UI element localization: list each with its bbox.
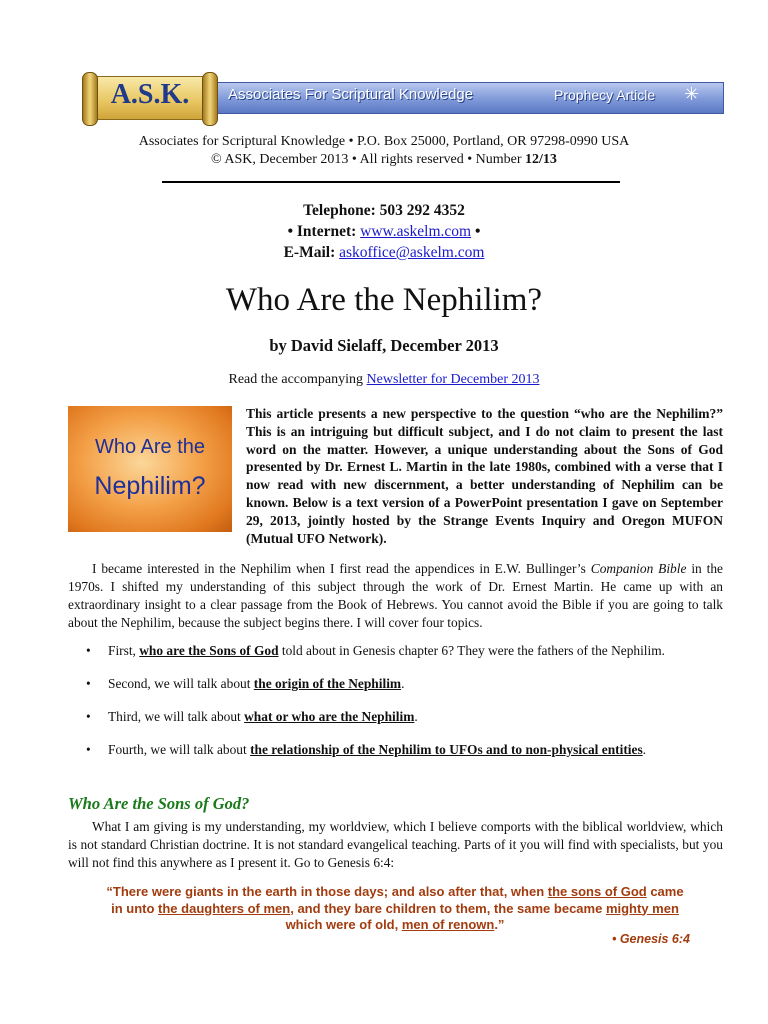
internet-label: • Internet: [287, 223, 361, 240]
list-item [86, 708, 723, 726]
email-line [0, 242, 768, 263]
topic-post: . [642, 742, 647, 757]
thumbnail-line-1: Who Are the [94, 436, 206, 458]
byline: by David Sielaff, December 2013 [269, 336, 499, 355]
quote-underline: men of renown [401, 917, 495, 932]
quote-underline: the sons of God [547, 884, 647, 899]
topic-em: the origin of the Nephilim [253, 676, 402, 691]
scripture-quote [100, 884, 690, 934]
bullet-icon: • [86, 709, 91, 724]
address-line: Associates for Scriptural Knowledge • P.O. Box 25000, Portland, OR 97298-0990 USA [138, 134, 630, 149]
list-item [86, 642, 723, 660]
thumbnail-line-2: Nephilim? [94, 472, 206, 500]
quote-part: “There were giants in the earth in those days; and also after that, when [106, 884, 548, 899]
quote-underline: the daughters of men [158, 900, 291, 916]
topic-pre: Fourth, we will talk about [108, 742, 251, 757]
quote-part: .” [494, 917, 505, 932]
article-title: Who Are the Nephilim? [225, 282, 543, 318]
body-paragraph-2 [68, 818, 723, 872]
quote-part: came in unto [111, 884, 684, 916]
internet-line [0, 221, 768, 242]
copyright-text: © ASK, December 2013 • All rights reserved • Number [211, 152, 526, 167]
ask-banner [68, 70, 726, 122]
topic-em: who are the Sons of God [139, 643, 279, 658]
internet-suffix: • [471, 223, 481, 240]
quote-part: , and they bare children to them, the same became [290, 900, 606, 916]
p2-text: What I am giving is my understanding, my worldview, which I believe comports with the biblical worldview, which is not standard Christian doctrine. It is not standard evangelical teaching. Parts of it you will find with specialists, but you will not find this anywhere as I present it. Go to Genesis 6:4: [68, 819, 723, 870]
topic-em: what or who are the Nephilim [244, 709, 415, 724]
logo-text: A.S.K. [110, 79, 190, 110]
section-heading: Who Are the Sons of God? [68, 794, 250, 813]
website-link[interactable]: www.askelm.com [360, 223, 472, 240]
newsletter-link[interactable]: Newsletter for December 2013 [366, 372, 540, 387]
p1-book-title: Companion Bible [590, 561, 687, 576]
body-paragraph-1 [68, 560, 723, 632]
newsletter-prefix: Read the accompanying [228, 372, 367, 387]
header-divider [162, 181, 620, 183]
bullet-icon: • [86, 676, 91, 691]
bullet-icon: • [86, 643, 91, 658]
banner-title: Associates For Scriptural Knowledge [228, 86, 474, 103]
topic-post: . [401, 676, 405, 691]
address-block [0, 133, 768, 169]
p1-text-b: in the 1970s. I shifted my understanding of this subject through the work of Dr. Ernest Martin. He came up with an extraordinary insight to a clear passage from the Book of Hebrews. You cannot avoid the Bible if you are going to talk about the Nephilim, because the subject begins there. I will cover four topics. [68, 561, 723, 630]
copyright-line [0, 151, 768, 169]
list-item [86, 675, 723, 693]
topic-pre: Third, we will talk about [108, 709, 245, 724]
bullet-icon: • [86, 742, 91, 757]
quote-reference: • Genesis 6:4 [611, 932, 690, 946]
topic-pre: First, [108, 643, 140, 658]
telephone: Telephone: 503 292 4352 [303, 202, 465, 219]
intro-paragraph: This article presents a new perspective to the question “who are the Nephilim?” This is an intriguing but difficult subject, and I do not claim to present the last word on the matter. However, a unique understanding about the Sons of God presented by Dr. Ernest L. Martin in the late 1980s, combined with a verse that I now read with new discernment, a better understanding of Nephilim can be known. Below is a text version of a PowerPoint presentation I gave on September 29, 2013, jointly hosted by the Strange Events Inquiry and Oregon MUFON (Mutual UFO Network). [246, 406, 723, 546]
ask-logo-scroll [80, 70, 220, 126]
list-item [86, 741, 723, 759]
topic-em: the relationship of the Nephilim to UFOs and to non-physical entities [250, 742, 643, 757]
topic-pre: Second, we will talk about [108, 676, 254, 691]
topic-post: told about in Genesis chapter 6? They were the fathers of the Nephilim. [278, 643, 666, 658]
sparkle-icon: ✳ [684, 84, 700, 104]
email-link[interactable]: askoffice@askelm.com [339, 244, 485, 261]
p1-text-a: I became interested in the Nephilim when I first read the appendices in E.W. Bullinger’s [92, 561, 591, 576]
nephilim-thumbnail [68, 406, 232, 532]
issue-number: 12/13 [525, 152, 557, 167]
topics-list [86, 642, 723, 774]
email-label: E-Mail: [283, 244, 340, 261]
banner-tag: Prophecy Article [554, 87, 656, 103]
topic-post: . [414, 709, 418, 724]
quote-part: which were of old, [285, 917, 402, 932]
quote-underline: mighty men [605, 900, 679, 916]
newsletter-line [0, 372, 768, 388]
contact-block [0, 200, 768, 263]
